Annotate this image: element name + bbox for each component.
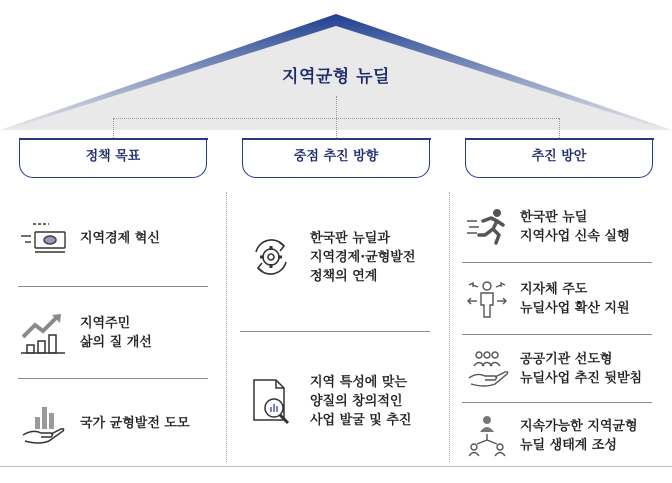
list-item (464, 204, 664, 250)
growth-chart-icon (18, 311, 68, 355)
header-connector-left (113, 118, 114, 138)
column-header-key-directions: 중점 추진 방향 (242, 138, 430, 178)
item-label: 지역경제 혁신 (80, 230, 160, 246)
item-label: 한국판 뉴딜 지역사업 신속 실행 (520, 210, 630, 244)
cycle-gear-icon (246, 234, 296, 280)
title-connector (336, 96, 337, 118)
diagram-title: 지역균형 뉴딜 (282, 67, 390, 87)
item-separator (240, 331, 430, 332)
header-connector-right (559, 118, 560, 138)
hand-holding-people-icon (464, 348, 510, 390)
item-label: 지속가능한 지역균형 뉴딜 생태계 조성 (520, 419, 638, 453)
list-item (246, 366, 446, 436)
list-item (18, 400, 218, 446)
list-item (464, 412, 664, 460)
list-item (246, 222, 446, 292)
list-item (18, 308, 218, 358)
item-separator (462, 334, 652, 335)
bottom-rule (0, 466, 672, 467)
person-arrows-icon (464, 277, 510, 321)
item-separator (18, 286, 208, 287)
item-label: 국가 균형발전 도모 (80, 415, 190, 431)
item-separator (462, 402, 652, 403)
header-connector-middle (336, 118, 337, 138)
column-header-policy-goals: 정책 목표 (19, 138, 207, 178)
item-label: 한국판 뉴딜과 지역경제·균형발전 정책의 연계 (310, 230, 416, 284)
document-search-icon (246, 376, 296, 426)
running-person-icon (464, 207, 510, 247)
item-separator (18, 378, 208, 379)
column-divider (449, 192, 450, 462)
money-icon (18, 218, 68, 258)
item-label: 지자체 주도 뉴딜사업 확산 지원 (520, 282, 630, 316)
network-people-icon (464, 414, 510, 458)
item-label: 지역 특성에 맞는 양질의 창의적인 사업 발굴 및 추진 (310, 374, 412, 428)
item-separator (462, 262, 652, 263)
column-header-implementation: 추진 방안 (465, 138, 653, 178)
list-item (464, 346, 664, 392)
list-item (18, 214, 218, 262)
hand-holding-chart-icon (18, 401, 68, 445)
item-label: 지역주민 삶의 질 개선 (80, 316, 152, 350)
item-label: 공공기관 선도형 뉴딜사업 추진 뒷받침 (520, 352, 643, 386)
column-divider (226, 192, 227, 462)
list-item (464, 276, 664, 322)
